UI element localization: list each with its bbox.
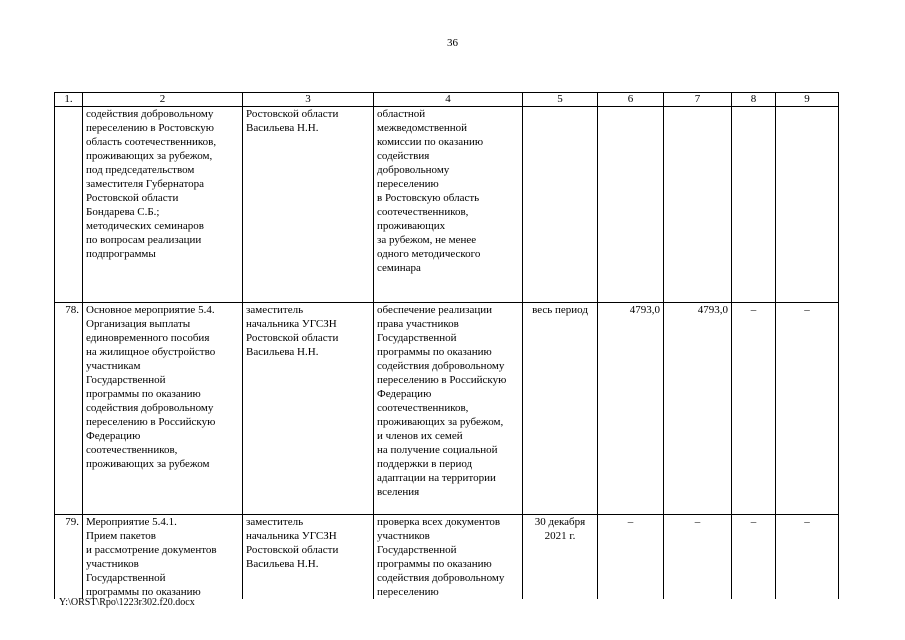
text-line: Государственной (377, 544, 457, 556)
row-number: 79. (55, 515, 83, 600)
measure-name-cell (83, 515, 243, 600)
value-cell: – (732, 515, 776, 600)
measure-name-cell (83, 303, 243, 515)
text-line: комиссии по оказанию (377, 136, 484, 148)
text-line: добровольному (377, 164, 450, 176)
result-cell (374, 515, 523, 600)
header-cell: 9 (776, 93, 839, 107)
result-cell (374, 303, 523, 515)
text-line: переселению (377, 586, 439, 598)
deadline-cell: 30 декабря 2021 г. (523, 515, 598, 600)
text-line: Ростовской области (246, 332, 339, 344)
table-row (55, 107, 839, 303)
text-line: межведомственной (377, 122, 468, 134)
text-line: проживающих (377, 220, 446, 232)
text-line: программы по оказанию (86, 586, 201, 598)
text-line: обеспечение реализации (377, 304, 493, 316)
text-line: заместителя Губернатора (86, 178, 205, 190)
responsible-cell (243, 107, 374, 303)
text-line: область соотечественников, (86, 136, 217, 148)
text-line: содействия (377, 150, 430, 162)
text-line: права участников (377, 318, 459, 330)
text-line: участников (377, 530, 430, 542)
text-line: одного методического (377, 248, 481, 260)
text-line: и рассмотрение документов (86, 544, 217, 556)
result-cell (374, 107, 523, 303)
text-line: переселению в Ростовскую (86, 122, 214, 134)
text-line: поддержки в период (377, 458, 473, 470)
header-cell: 7 (664, 93, 732, 107)
value-cell (776, 107, 839, 303)
row-number: 78. (55, 303, 83, 515)
text-line: вселения (377, 486, 420, 498)
text-line: переселению в Российскую (377, 374, 507, 386)
text-line: под председательством (86, 164, 195, 176)
text-line: Васильева Н.Н. (246, 346, 319, 358)
text-line: на жилищное обустройство (86, 346, 216, 358)
text-line: на получение социальной (377, 444, 498, 456)
text-line: Государственной (86, 572, 166, 584)
text-line: Бондарева С.Б.; (86, 206, 160, 218)
deadline-cell: весь период (523, 303, 598, 515)
header-cell: 6 (598, 93, 664, 107)
value-cell: – (664, 515, 732, 600)
value-cell: – (598, 515, 664, 600)
text-line: Васильева Н.Н. (246, 122, 319, 134)
text-line: Ростовской области (246, 108, 339, 120)
text-line: адаптации на территории (377, 472, 496, 484)
responsible-cell (243, 303, 374, 515)
text-line: содействия добровольному (377, 360, 505, 372)
text-line: программы по оказанию (377, 558, 492, 570)
text-line: методических семинаров (86, 220, 204, 232)
text-line: соотечественников, (377, 402, 469, 414)
text-line: Федерацию (377, 388, 432, 400)
text-line: соотечественников, (86, 444, 178, 456)
table-row (55, 515, 839, 600)
text-line: участникам (86, 360, 141, 372)
header-cell: 1. (55, 93, 83, 107)
header-cell: 3 (243, 93, 374, 107)
page-number: 36 (447, 37, 458, 49)
text-line: Ростовской области (86, 192, 179, 204)
text-line: Организация выплаты (86, 318, 191, 330)
text-line: семинара (377, 262, 421, 274)
text-line: проживающих за рубежом (86, 458, 210, 470)
responsible-cell (243, 515, 374, 600)
text-line: переселению (377, 178, 439, 190)
text-line: Федерацию (86, 430, 141, 442)
text-line: по вопросам реализации (86, 234, 202, 246)
deadline-cell (523, 107, 598, 303)
text-line: программы по оказанию (377, 346, 492, 358)
value-cell: – (776, 515, 839, 600)
value-cell: – (732, 303, 776, 515)
header-cell: 4 (374, 93, 523, 107)
value-cell: 4793,0 (664, 303, 732, 515)
text-line: Прием пакетов (86, 530, 157, 542)
text-line: участников (86, 558, 139, 570)
text-line: содействия добровольному (86, 108, 214, 120)
text-line: Васильева Н.Н. (246, 558, 319, 570)
text-line: содействия добровольному (86, 402, 214, 414)
text-line: единовременного пособия (86, 332, 210, 344)
value-cell: – (776, 303, 839, 515)
text-line: за рубежом, не менее (377, 234, 477, 246)
header-cell: 8 (732, 93, 776, 107)
file-path-footer: Y:\ORST\Rpo\1223r302.f20.docx (59, 597, 195, 608)
text-line: переселению в Российскую (86, 416, 216, 428)
value-cell (664, 107, 732, 303)
header-cell: 5 (523, 93, 598, 107)
value-cell (732, 107, 776, 303)
text-line: соотечественников, (377, 206, 469, 218)
text-line: начальника УГСЗН (246, 530, 337, 542)
text-line: проживающих за рубежом, (377, 416, 504, 428)
row-number (55, 107, 83, 303)
value-cell (598, 107, 664, 303)
table-header-row (55, 93, 839, 107)
text-line: Государственной (377, 332, 457, 344)
text-line: заместитель (246, 304, 304, 316)
text-line: проживающих за рубежом, (86, 150, 213, 162)
text-line: содействия добровольному (377, 572, 505, 584)
text-line: в Ростовскую область (377, 192, 480, 204)
table-row (55, 303, 839, 515)
text-line: и членов их семей (377, 430, 463, 442)
measures-table (54, 92, 839, 599)
text-line: Ростовской области (246, 544, 339, 556)
value-cell: 4793,0 (598, 303, 664, 515)
text-line: подпрограммы (86, 248, 156, 260)
header-cell: 2 (83, 93, 243, 107)
text-line: программы по оказанию (86, 388, 201, 400)
text-line: Государственной (86, 374, 166, 386)
measure-name-cell (83, 107, 243, 303)
text-line: заместитель (246, 516, 304, 528)
text-line: проверка всех документов (377, 516, 501, 528)
text-line: областной (377, 108, 426, 120)
text-line: начальника УГСЗН (246, 318, 337, 330)
text-line: Мероприятие 5.4.1. (86, 516, 177, 528)
text-line: Основное мероприятие 5.4. (86, 304, 215, 316)
